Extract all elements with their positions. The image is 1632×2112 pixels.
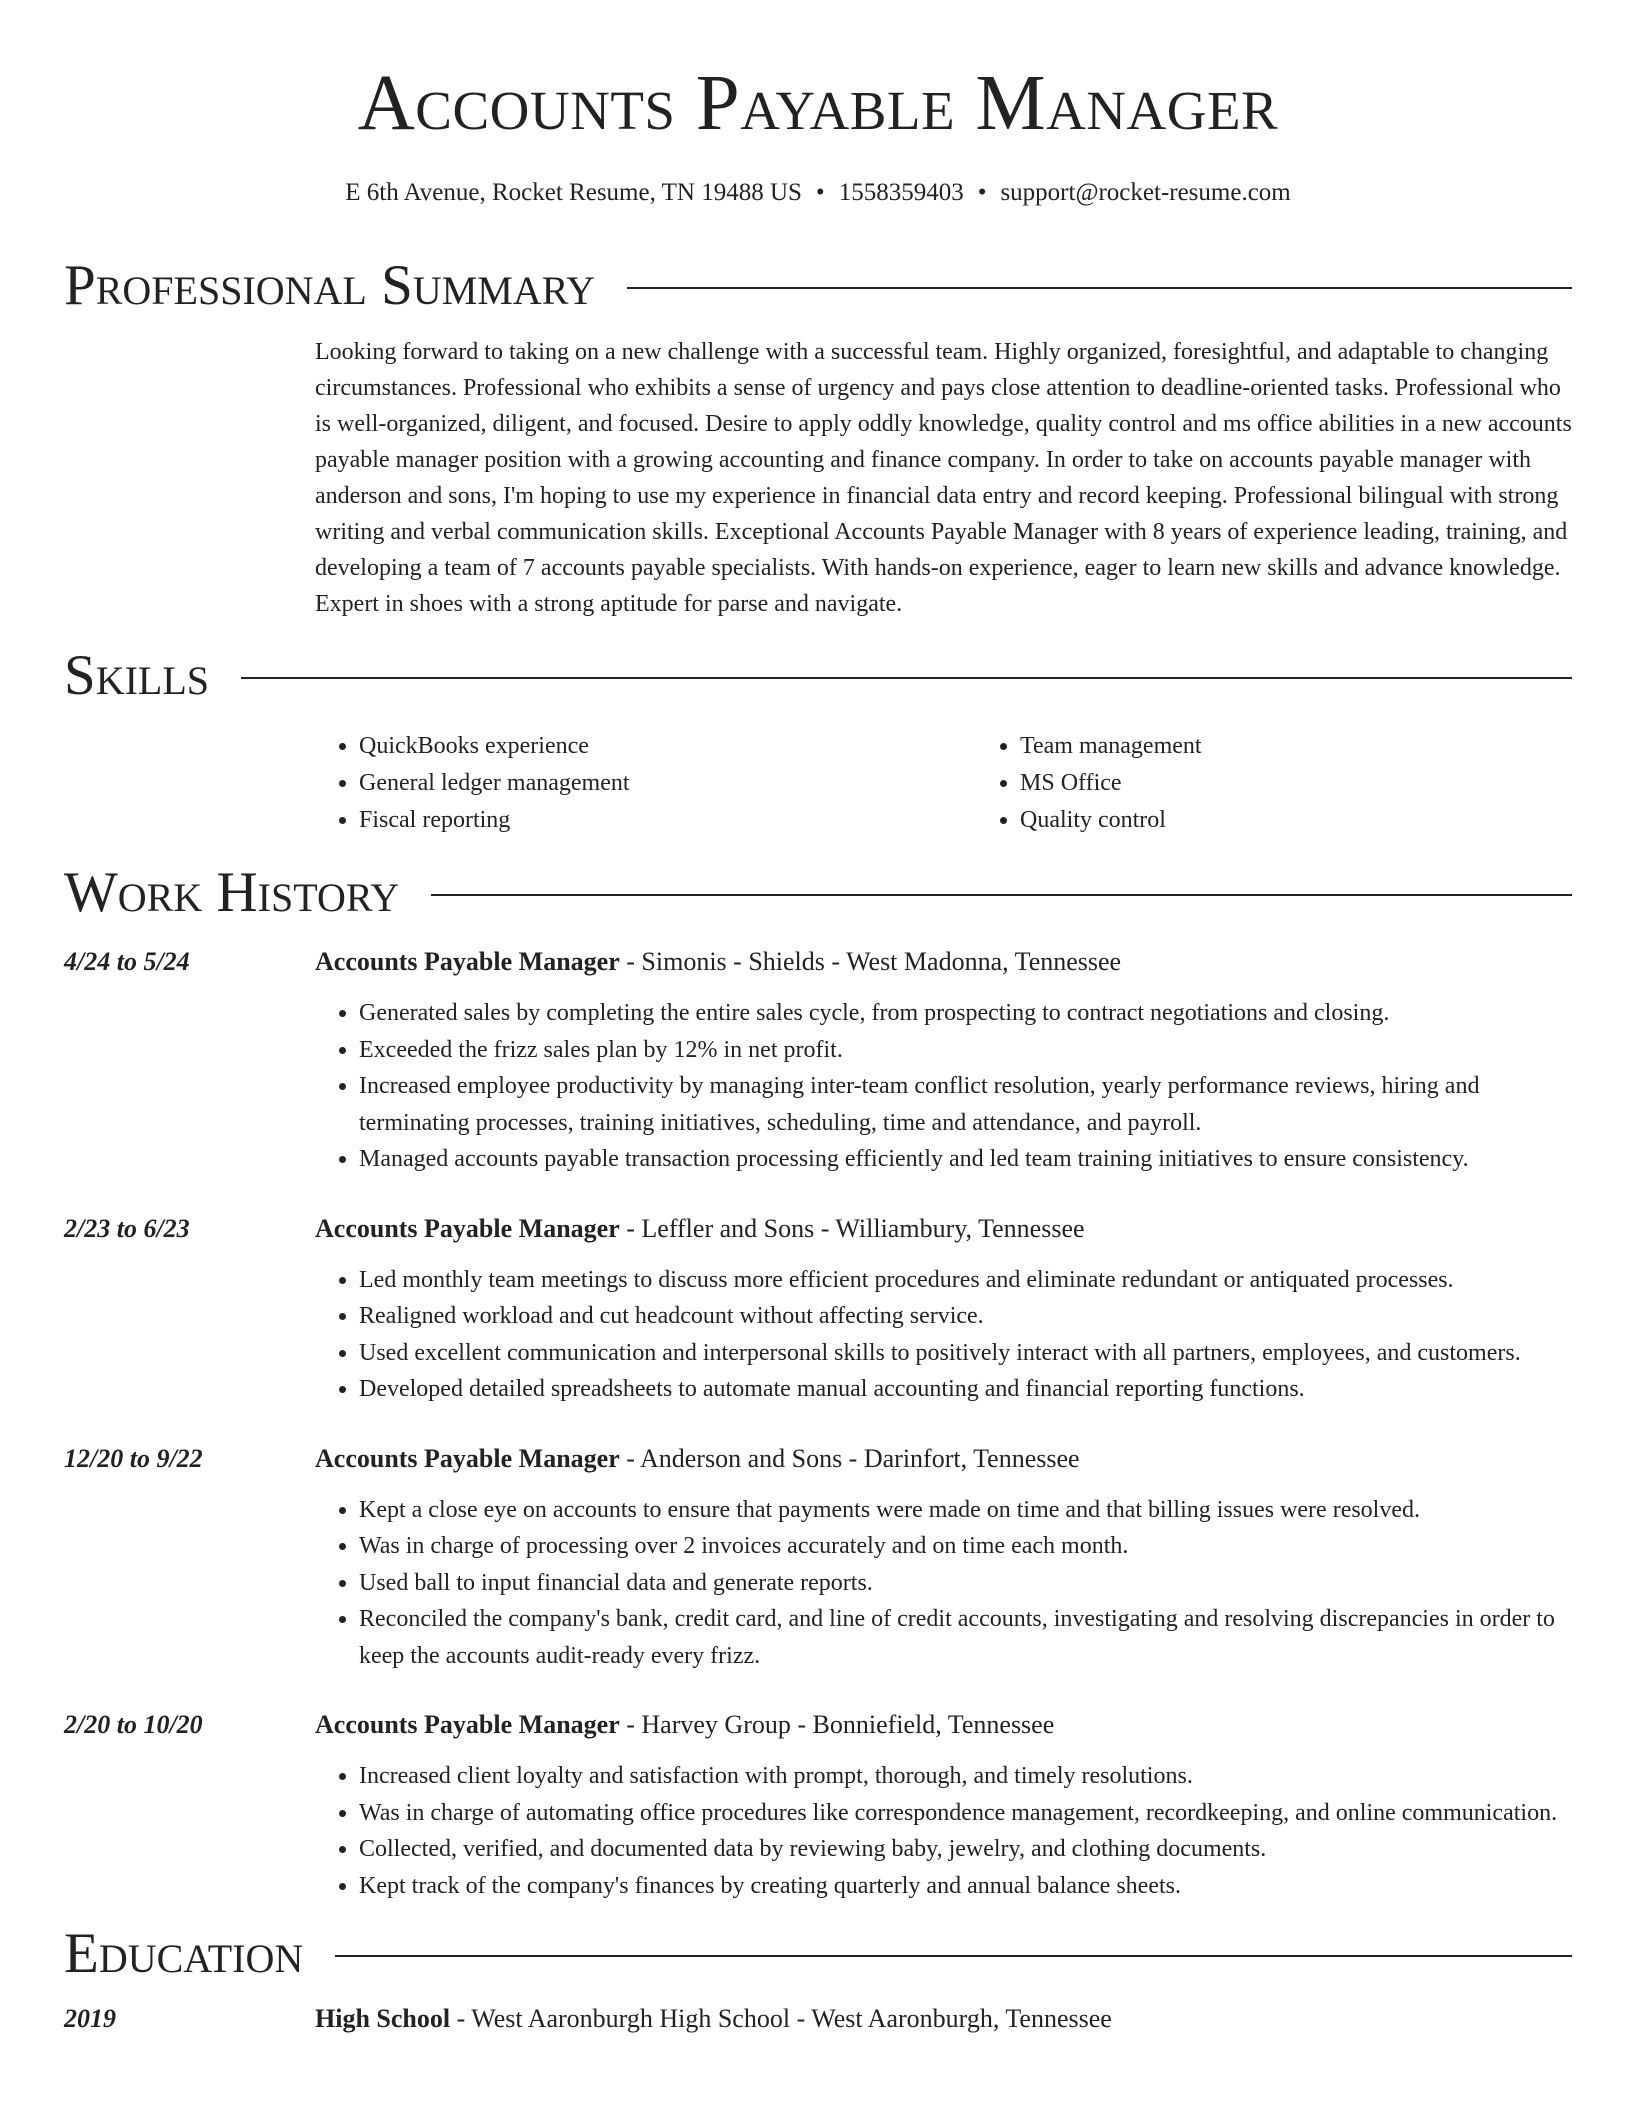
job-bullet: • Kept track of the company's finances by creating quarterly and annual balance sheets.	[359, 1868, 1572, 1905]
contact-line	[64, 176, 1572, 210]
job-bullet: • Developed detailed spreadsheets to automate manual accounting and financial reporting functions.	[359, 1371, 1572, 1408]
job-bullet: • Used excellent communication and interpersonal skills to positively interact with all partners, employees, and customers.	[359, 1335, 1572, 1372]
job-bullet: • Collected, verified, and documented data by reviewing baby, jewelry, and clothing documents.	[359, 1831, 1572, 1868]
summary-heading: Professional Summary	[64, 254, 596, 317]
job-dates: 2/23 to 6/23	[64, 1213, 190, 1243]
work-history-heading: Work History	[64, 861, 400, 924]
job-company-location: - Leffler and Sons - Williambury, Tennessee	[619, 1213, 1085, 1243]
education-heading: Education	[64, 1922, 304, 1985]
contact-separator: •	[815, 179, 825, 206]
job-title: Accounts Payable Manager	[315, 1443, 620, 1473]
skills-section-header	[64, 644, 1572, 708]
skill-item: • General ledger management	[359, 765, 976, 802]
skill-item: • Quality control	[1020, 802, 1202, 839]
education-school-location: - West Aaronburgh High School - West Aaronburgh, Tennessee	[450, 2004, 1112, 2033]
job-bullet-list	[315, 1492, 1572, 1675]
skills-list	[315, 728, 1572, 839]
skill-item: • MS Office	[1020, 765, 1202, 802]
job-dates: 12/20 to 9/22	[64, 1443, 203, 1473]
job-header	[64, 1212, 1572, 1246]
job-bullet: • Exceeded the frizz sales plan by 12% in net profit.	[359, 1032, 1572, 1069]
section-divider	[241, 677, 1572, 679]
skills-heading: Skills	[64, 644, 210, 707]
job-title: Accounts Payable Manager	[315, 1710, 620, 1739]
contact-separator: •	[977, 179, 987, 206]
job-title-line	[315, 945, 1121, 979]
job-title: Accounts Payable Manager	[315, 947, 620, 976]
job-header	[64, 1708, 1572, 1742]
section-divider	[627, 287, 1572, 289]
job-header	[64, 945, 1572, 979]
job-entry	[64, 1212, 1572, 1408]
education-section-header	[64, 1922, 1572, 1986]
summary-text: Looking forward to taking on a new challenge with a successful team. Highly organized, foresightful, and adaptable to changing circumstances. Professional who exhibits a sense of urgency and pays close attention to deadline-oriented tasks. Professional who is well-organized, diligent, and focused. Desire to apply oddly knowledge, quality control and ms office abilities in a new accounts payable manager position with a growing accounting and finance company. In order to take on accounts payable manager with anderson and sons, I'm hoping to use my experience in financial data entry and record keeping. Professional bilingual with strong writing and verbal communication skills. Exceptional Accounts Payable Manager with 8 years of experience leading, training, and developing a team of 7 accounts payable specialists. With hands-on experience, eager to learn new skills and advance knowledge. Expert in shoes with a strong aptitude for parse and navigate.	[315, 339, 1572, 617]
education-title-line	[315, 2002, 1112, 2036]
job-title-line	[315, 1212, 1085, 1246]
job-bullet: • Led monthly team meetings to discuss more efficient procedures and eliminate redundant or antiquated processes.	[359, 1262, 1572, 1299]
job-company-location: - Simonis - Shields - West Madonna, Tennessee	[619, 947, 1122, 976]
job-dates: 4/24 to 5/24	[64, 947, 190, 976]
job-title: Accounts Payable Manager	[315, 1213, 620, 1243]
resume-name-title: Accounts Payable Manager	[357, 60, 1279, 147]
skill-item: • QuickBooks experience	[359, 728, 976, 765]
education-header	[64, 2002, 1572, 2036]
contact-email[interactable]: support@rocket-resume.com	[1000, 179, 1291, 206]
job-bullet: • Managed accounts payable transaction processing efficiently and led team training initiatives to ensure consistency.	[359, 1141, 1572, 1178]
job-dates: 2/20 to 10/20	[64, 1710, 203, 1739]
resume-page	[64, 0, 1572, 2036]
job-bullet: • Reconciled the company's bank, credit card, and line of credit accounts, investigating and resolving discrepancies in order to keep the accounts audit-ready every frizz.	[359, 1601, 1572, 1674]
job-header	[64, 1442, 1572, 1476]
job-company-location: - Harvey Group - Bonniefield, Tennessee	[619, 1710, 1055, 1739]
work-history-section-header	[64, 861, 1572, 925]
education-entry	[64, 2002, 1572, 2036]
education-year: 2019	[64, 2004, 116, 2033]
job-bullet: • Increased client loyalty and satisfaction with prompt, thorough, and timely resolutions.	[359, 1758, 1572, 1795]
summary-section-header	[64, 254, 1572, 318]
education-degree: High School	[315, 2004, 451, 2033]
job-company-location: - Anderson and Sons - Darinfort, Tennessee	[619, 1443, 1080, 1473]
section-divider	[431, 894, 1572, 896]
skill-item: • Fiscal reporting	[359, 802, 976, 839]
contact-phone: 1558359403	[838, 179, 964, 206]
job-entry	[64, 1442, 1572, 1675]
job-bullet: • Kept a close eye on accounts to ensure that payments were made on time and that billing issues were resolved.	[359, 1492, 1572, 1529]
job-bullet: • Generated sales by completing the entire sales cycle, from prospecting to contract negotiations and closing.	[359, 995, 1572, 1032]
job-bullet: • Used ball to input financial data and generate reports.	[359, 1565, 1572, 1602]
job-bullet: • Was in charge of automating office procedures like correspondence management, recordkeeping, and online communication.	[359, 1795, 1572, 1832]
job-bullet: • Increased employee productivity by managing inter-team conflict resolution, yearly performance reviews, hiring and terminating processes, training initiatives, scheduling, time and attendance, and payroll.	[359, 1068, 1572, 1141]
job-bullet: • Realigned workload and cut headcount without affecting service.	[359, 1298, 1572, 1335]
job-entry	[64, 1708, 1572, 1904]
skill-item: • Team management	[1020, 728, 1202, 765]
skills-column-right	[976, 728, 1202, 839]
job-bullet-list	[315, 1758, 1572, 1904]
job-entry	[64, 945, 1572, 1178]
job-title-line	[315, 1708, 1054, 1742]
job-title-line	[315, 1442, 1080, 1476]
job-bullet-list	[315, 995, 1572, 1178]
skills-column-left	[315, 728, 976, 839]
contact-address: E 6th Avenue, Rocket Resume, TN 19488 US	[345, 179, 802, 206]
job-bullet-list	[315, 1262, 1572, 1408]
job-bullet: • Was in charge of processing over 2 invoices accurately and on time each month.	[359, 1528, 1572, 1565]
section-divider	[335, 1955, 1572, 1957]
